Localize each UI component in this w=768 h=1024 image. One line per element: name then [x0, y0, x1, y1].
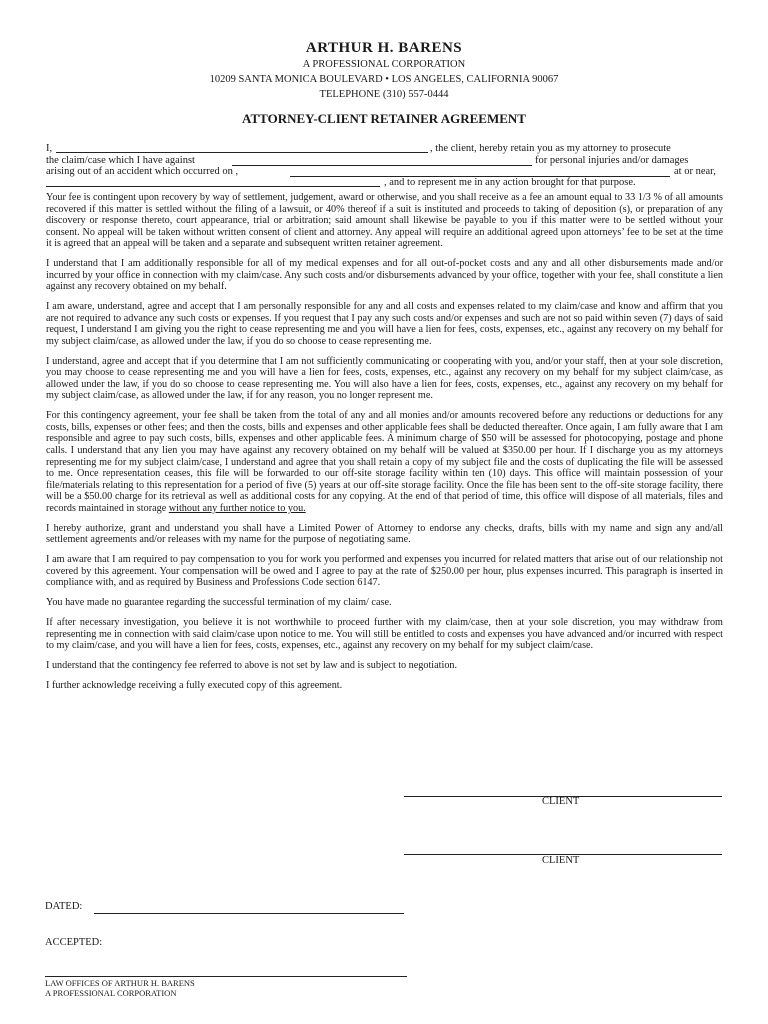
firm-address: 10209 SANTA MONICA BOULEVARD • LOS ANGELES, CALIFORNIA 90067 [209, 74, 559, 85]
acknowledgement-paragraph: I further acknowledge receiving a fully executed copy of this agreement. [46, 679, 343, 691]
firm-telephone: TELEPHONE (310) 557-0444 [319, 89, 449, 100]
document-title: ATTORNEY-CLIENT RETAINER AGREEMENT [242, 111, 526, 126]
contingency-text: For this contingency agreement, your fee shall be taken from the total of any and all monies and/or amounts recovered before any reductions or deductions for any costs, bills, expenses or other fees; and then the costs, bills and expenses and other applicable fees shall be deducted thereafter. Once again, I am fully aware that I am responsible and agree to pay such costs, bills, expenses and other applicable fees. A minimum charge of $50 will be assessed for photocopying, postage and phone calls. I understand that any lien you may have against any recovery obtained on my behalf will be valued at $350.00 per hour. If I discharge you as my attorneys representing me for my subject claim/case, I understand and agree that you shall retain a copy of my subject file and the costs of duplicating the file will be assessed to me. Once representation ceases, this file will be forwarded to our off-site storage facility within ten (10) days. This office will maintain possession of your file/materials relating to this representation for a period of five (5) years at our off-site storage facility. Once the file has been sent to the off-site storage facility, there will be a $50.00 charge for its retrieval as well as additional costs for any copying. At the end of that period of time, this office will dispose of all materials, files and records maintained in storage [46, 410, 723, 514]
no-guarantee-paragraph: You have made no guarantee regarding the successful termination of my claim/ case. [46, 597, 392, 609]
fee-paragraph: Your fee is contingent upon recovery by way of settlement, judgement, award or otherwise, and you shall receive as a fee an amount equal to 33 1/3 % of all amounts recovered if this matter is settled without the filing of a lawsuit, or 40% thereof if a suit is instituted and proceeds to taking of deposition (s), or preparation of any discovery or response thereto, court appearance, trial or arbitration; said amount shall likewise be payable to you if this matter were to be settled without your consent. No appeal will be taken without written consent of client and attorney. Any appeal will require an additional agreed upon attorneys’ fee to be set at the time it is agreed that an appeal will be taken and a separate and subsequent written retainer agreement. [46, 192, 723, 250]
contingency-paragraph [46, 410, 723, 514]
accident-location-line[interactable] [46, 186, 380, 187]
expenses-paragraph: I understand that I am additionally responsible for all of my medical expenses and for all out-of-pocket costs and any and all other disbursements made and/or incurred by your office in connection with my claim/case. Any such costs and/or disbursements advanced by your office, together with your fee, shall constitute a lien against any recovery obtained on my behalf. [46, 258, 723, 293]
compensation-paragraph: I am aware that I am required to pay compensation to you for work you performed and expenses you incurred for related matters that arise out of our relationship not covered by this agreement. Your compensation will be owed and I agree to pay at the rate of $250.00 per hour, plus expenses incurred. This paragraph is inserted in compliance with, and as required by Business and Professions Code section 6147. [46, 554, 723, 589]
footer-law-offices: LAW OFFICES OF ARTHUR H. BARENS [45, 978, 195, 988]
represent-text: , and to represent me in any action brought for that purpose. [384, 177, 636, 188]
withdrawal-paragraph: If after necessary investigation, you believe it is not worthwhile to proceed further with my claim/case, then at your sole discretion, you may withdraw from representing me in connection with said claim/case upon notice to me. You will still be entitled to costs and expenses you have advanced and/or incurred with respect to my claim/case, and you will have a lien for fees, costs, expenses, etc., against any recovery on my behalf for my subject claim/case. [46, 616, 723, 652]
dated-label: DATED: [45, 901, 83, 912]
client-name-line[interactable] [56, 152, 428, 153]
client-label-1: CLIENT [542, 796, 580, 807]
defendant-name-line[interactable] [232, 165, 532, 166]
agreement-body [46, 192, 723, 699]
notice-underlined-text: without any further notice to you. [168, 503, 306, 514]
attorney-signature-line[interactable] [45, 976, 407, 977]
firm-name: ARTHUR H. BARENS [305, 40, 463, 56]
at-or-near-text: at or near, [674, 166, 716, 177]
power-of-attorney-paragraph: I hereby authorize, grant and understand you shall have a Limited Power of Attorney to endorse any checks, drafts, bills with my name and sign any and/all settlement agreements and/or releases with my name for the purpose of negotiating same. [46, 522, 723, 546]
cooperation-paragraph: I understand, agree and accept that if you determine that I am not sufficiently communicating or cooperating with you, and/or your staff, then at your sole discretion, you may choose to cease representing me and you will have a lien for fees, costs, expenses, etc., against any recovery on my behalf for my subject claim/case, as allowed under the law, if you do so choose to cease representing me. You will also have a lien for fees, costs, expenses, etc., against any recovery on my behalf for my subject claim/case, as allowed under the law, if for any reason, you no longer represent me. [46, 355, 723, 402]
negotiation-paragraph: I understand that the contingency fee referred to above is not set by law and is subject to negotiation. [46, 659, 458, 671]
claim-against-label: the claim/case which I have against [46, 155, 195, 166]
costs-responsibility-paragraph: I am aware, understand, agree and accept that I am personally responsible for any and all costs and expenses related to my claim/case and know and affirm that you are not required to advance any such costs or expenses. If you request that I pay any such costs and/or expenses and such are not so paid within seven (7) days of said request, I understand I am giving you the right to cease representing me and you will have a lien for fees, costs, expenses, etc., against any recovery on my behalf for my subject claim/case, as allowed under the law, if you do so choose to cease representing me. [46, 301, 723, 347]
dated-line[interactable] [94, 913, 404, 914]
firm-corporation: A PROFESSIONAL CORPORATION [302, 59, 466, 70]
accident-date-label: arising out of an accident which occurred on , [46, 166, 239, 177]
client-label-2: CLIENT [542, 855, 580, 866]
client-name-prefix: I, [46, 143, 53, 154]
footer-corporation: A PROFESSIONAL CORPORATION [45, 988, 177, 998]
retain-text: , the client, hereby retain you as my attorney to prosecute [430, 143, 671, 154]
accepted-label: ACCEPTED: [45, 937, 103, 948]
personal-injury-text: for personal injuries and/or damages [535, 155, 689, 166]
